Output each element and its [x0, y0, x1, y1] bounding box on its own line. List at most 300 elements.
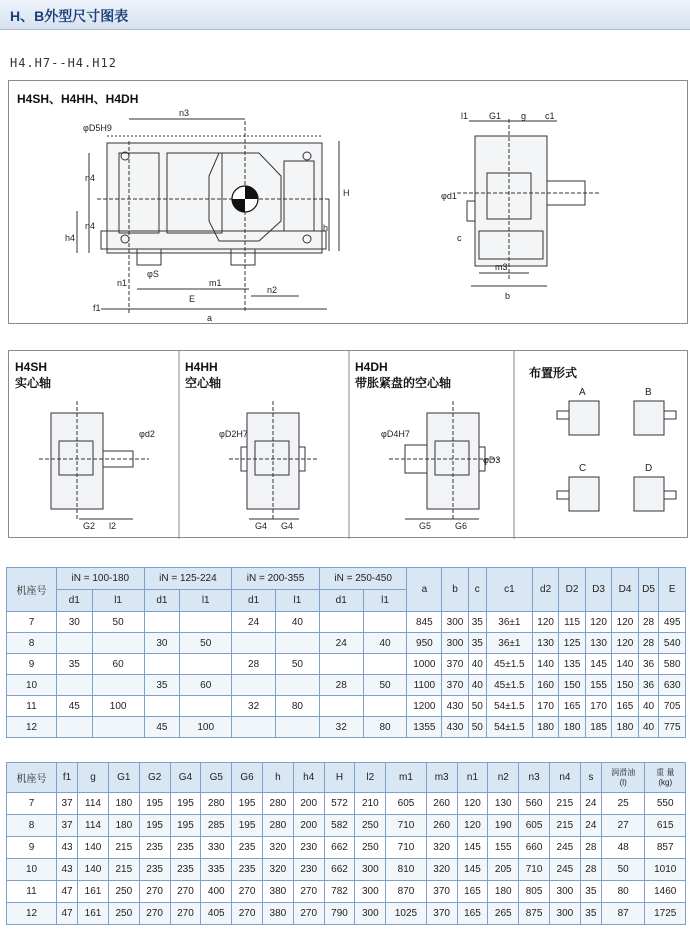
table-cell: 37: [57, 793, 78, 815]
table-cell: 35: [468, 633, 486, 654]
variant-code: H4HH: [185, 360, 218, 374]
table-cell: 145: [457, 837, 488, 859]
table-header: f1: [57, 763, 78, 793]
table-cell: 582: [324, 815, 355, 837]
table-cell: 47: [57, 881, 78, 903]
table-cell: 215: [549, 815, 580, 837]
table-cell: 215: [108, 859, 139, 881]
table-header: d1: [144, 590, 180, 612]
table-header: iN = 250-450: [319, 568, 407, 590]
table-cell: 165: [457, 881, 488, 903]
table-cell: 270: [293, 881, 324, 903]
header-line: (kg): [658, 777, 673, 787]
table-cell: 155: [488, 837, 519, 859]
table-header: G2: [139, 763, 170, 793]
layout-label: D: [645, 463, 653, 474]
table-header: d2: [532, 568, 558, 612]
table-cell: 115: [559, 612, 585, 633]
table-header: g: [78, 763, 109, 793]
table-cell: 300: [355, 881, 386, 903]
table-cell: 120: [457, 793, 488, 815]
table-cell: [144, 696, 180, 717]
table-row: [7, 815, 686, 837]
table-cell: 230: [293, 837, 324, 859]
table-cell: 250: [355, 815, 386, 837]
table-cell: 550: [645, 793, 686, 815]
table-cell: 662: [324, 837, 355, 859]
frame-size-cell: 9: [7, 837, 57, 859]
table-cell: 35: [57, 654, 93, 675]
table-header: G5: [201, 763, 232, 793]
table-cell: [57, 675, 93, 696]
table-header: l1: [92, 590, 144, 612]
table-header: l1: [180, 590, 232, 612]
table-cell: 370: [442, 654, 468, 675]
table-cell: 235: [170, 837, 201, 859]
table-cell: 80: [276, 696, 320, 717]
header-line: (l): [619, 777, 627, 787]
main-drawing-svg: [9, 81, 689, 325]
table-cell: 615: [645, 815, 686, 837]
table-cell: [92, 717, 144, 738]
table-cell: 32: [319, 717, 363, 738]
table-cell: 114: [78, 815, 109, 837]
table-cell: 140: [78, 859, 109, 881]
table-cell: 572: [324, 793, 355, 815]
table-cell: 28: [638, 612, 659, 633]
table-cell: 161: [78, 903, 109, 925]
table-header: D5: [638, 568, 659, 612]
table-cell: 180: [108, 793, 139, 815]
table-cell: [276, 633, 320, 654]
table-cell: 270: [232, 881, 263, 903]
table-cell: 710: [519, 859, 550, 881]
table-row: [7, 903, 686, 925]
table-cell: 782: [324, 881, 355, 903]
frame-size-cell: 10: [7, 675, 57, 696]
table-cell: 120: [457, 815, 488, 837]
table-cell: 60: [180, 675, 232, 696]
dim-label: h: [323, 223, 329, 233]
dim-label: φd1: [441, 191, 457, 201]
dim-label: G2: [83, 521, 96, 531]
table-cell: 140: [612, 654, 638, 675]
table-cell: 1025: [386, 903, 427, 925]
table-cell: 320: [426, 859, 457, 881]
table-cell: 875: [519, 903, 550, 925]
table-cell: 330: [201, 837, 232, 859]
table-cell: 662: [324, 859, 355, 881]
table-cell: 235: [170, 859, 201, 881]
table-cell: 270: [293, 903, 324, 925]
table-row: [7, 793, 686, 815]
frame-size-cell: 9: [7, 654, 57, 675]
table-cell: 660: [519, 837, 550, 859]
table-header: l1: [363, 590, 407, 612]
table-cell: 605: [519, 815, 550, 837]
table-cell: 370: [426, 881, 457, 903]
table-cell: 36±1: [486, 633, 532, 654]
variant-name: 实心轴: [15, 376, 52, 390]
layout-label: A: [579, 387, 586, 398]
main-drawing-label: H4SH、H4HH、H4DH: [17, 92, 139, 106]
table-cell: 270: [139, 903, 170, 925]
table-cell: 805: [519, 881, 550, 903]
table-header: m3: [426, 763, 457, 793]
table-header: iN = 100-180: [57, 568, 145, 590]
table-cell: 40: [638, 717, 659, 738]
table-cell: 270: [170, 881, 201, 903]
table-cell: 280: [201, 793, 232, 815]
table-cell: 1460: [645, 881, 686, 903]
series-label: H4.H7--H4.H12: [10, 56, 117, 70]
table-cell: 170: [585, 696, 611, 717]
table-header: b: [442, 568, 468, 612]
table-cell: 195: [139, 793, 170, 815]
table-cell: [363, 696, 407, 717]
layout-label: B: [645, 387, 652, 398]
table-cell: 100: [92, 696, 144, 717]
dim-label: G4: [255, 521, 268, 531]
variant-code: H4SH: [15, 360, 48, 374]
table-cell: 280: [262, 793, 293, 815]
table-cell: 160: [532, 675, 558, 696]
table-cell: 50: [180, 633, 232, 654]
table-cell: 270: [170, 903, 201, 925]
table-cell: 300: [442, 633, 468, 654]
dim-label: φD4H7: [381, 429, 410, 439]
frame-size-cell: 12: [7, 717, 57, 738]
table-cell: 540: [659, 633, 686, 654]
table-header: d1: [319, 590, 363, 612]
table-cell: [232, 717, 276, 738]
table-cell: 35: [144, 675, 180, 696]
table-cell: 1100: [407, 675, 442, 696]
table-cell: 48: [601, 837, 645, 859]
table-cell: 43: [57, 859, 78, 881]
front-view-housing: [107, 143, 322, 253]
table-cell: 300: [355, 903, 386, 925]
table-cell: 50: [363, 675, 407, 696]
table-cell: 35: [580, 903, 601, 925]
dim-label: n2: [267, 285, 278, 295]
dim-label: m3: [495, 262, 508, 272]
table-cell: 250: [108, 903, 139, 925]
spec-table-1: [6, 567, 686, 738]
table-cell: 270: [232, 903, 263, 925]
table-cell: [92, 633, 144, 654]
table-cell: 195: [139, 815, 170, 837]
dim-label: G4: [281, 521, 294, 531]
dim-label: g: [521, 111, 527, 121]
frame-size-cell: 10: [7, 859, 57, 881]
side-view-housing: [475, 136, 547, 266]
dim-label: G6: [455, 521, 468, 531]
dim-label: f1: [93, 303, 101, 313]
table-cell: 100: [180, 717, 232, 738]
table-cell: [144, 654, 180, 675]
table-cell: 150: [559, 675, 585, 696]
table-cell: 790: [324, 903, 355, 925]
weight-header: [645, 763, 686, 793]
table-row: [7, 696, 686, 717]
table-cell: 810: [386, 859, 427, 881]
table-cell: 857: [645, 837, 686, 859]
table-cell: 250: [108, 881, 139, 903]
layout-a-drawing: [569, 401, 599, 435]
table-cell: 60: [92, 654, 144, 675]
table-cell: 114: [78, 793, 109, 815]
spec-table-2: [6, 762, 686, 925]
table-cell: 36: [638, 675, 659, 696]
table-cell: 495: [659, 612, 686, 633]
table-cell: 27: [601, 815, 645, 837]
table-cell: 580: [659, 654, 686, 675]
table-header: l1: [276, 590, 320, 612]
table-cell: 165: [612, 696, 638, 717]
table-row: [7, 675, 686, 696]
table-header: n1: [457, 763, 488, 793]
dim-label: G1: [489, 111, 502, 121]
dim-label: m1: [209, 278, 222, 288]
table-cell: 190: [488, 815, 519, 837]
dim-label: G5: [419, 521, 432, 531]
table-cell: 1010: [645, 859, 686, 881]
table-header: G4: [170, 763, 201, 793]
table-cell: 24: [580, 815, 601, 837]
table-cell: [363, 654, 407, 675]
table-header: d1: [232, 590, 276, 612]
table-cell: 47: [57, 903, 78, 925]
table-header: D4: [612, 568, 638, 612]
table-cell: 205: [488, 859, 519, 881]
table-cell: 54±1.5: [486, 696, 532, 717]
table-cell: 320: [426, 837, 457, 859]
table-cell: 40: [468, 654, 486, 675]
table-cell: [232, 633, 276, 654]
table-cell: 45±1.5: [486, 675, 532, 696]
table-row: [7, 837, 686, 859]
table-row: [7, 881, 686, 903]
table-cell: [276, 717, 320, 738]
table-cell: 200: [293, 793, 324, 815]
table-cell: 180: [108, 815, 139, 837]
table-cell: 180: [532, 717, 558, 738]
table-cell: 320: [262, 859, 293, 881]
table-header: h: [262, 763, 293, 793]
variant-name: 空心轴: [185, 376, 222, 390]
table-cell: [363, 612, 407, 633]
spec-table-2-body: [7, 793, 686, 925]
table-cell: 1725: [645, 903, 686, 925]
frame-size-cell: 12: [7, 903, 57, 925]
table-header: 机座号: [7, 763, 57, 793]
layout-c-drawing: [569, 477, 599, 511]
table-cell: 150: [612, 675, 638, 696]
variants-svg: [9, 351, 689, 539]
dim-label: a: [207, 313, 213, 323]
layout-d-drawing: [634, 477, 664, 511]
table-cell: [319, 696, 363, 717]
table-cell: 50: [601, 859, 645, 881]
table-cell: 845: [407, 612, 442, 633]
table-cell: 210: [355, 793, 386, 815]
table-cell: 630: [659, 675, 686, 696]
table-cell: 25: [601, 793, 645, 815]
table-cell: 605: [386, 793, 427, 815]
table-header: n2: [488, 763, 519, 793]
table-header: G1: [108, 763, 139, 793]
table-cell: 180: [559, 717, 585, 738]
table-cell: 705: [659, 696, 686, 717]
table-cell: 80: [363, 717, 407, 738]
table-cell: 145: [585, 654, 611, 675]
frame-size-cell: 7: [7, 793, 57, 815]
dim-label: n4: [85, 173, 96, 183]
header-line: 重 量: [656, 767, 675, 777]
dim-label: φD3: [483, 455, 501, 465]
table-cell: 180: [612, 717, 638, 738]
table-cell: [319, 654, 363, 675]
table-cell: 140: [532, 654, 558, 675]
table-cell: 185: [585, 717, 611, 738]
table-cell: 260: [426, 815, 457, 837]
table-cell: 775: [659, 717, 686, 738]
table-cell: [180, 612, 232, 633]
table-cell: 200: [293, 815, 324, 837]
table-cell: 155: [585, 675, 611, 696]
table-cell: 35: [468, 612, 486, 633]
table-row: [7, 654, 686, 675]
frame-size-cell: 7: [7, 612, 57, 633]
table-cell: 215: [108, 837, 139, 859]
table-cell: 320: [262, 837, 293, 859]
variant-name: 带胀紧盘的空心轴: [355, 376, 452, 390]
table-cell: 170: [532, 696, 558, 717]
table-cell: 1200: [407, 696, 442, 717]
table-cell: 710: [386, 837, 427, 859]
table-cell: 270: [139, 881, 170, 903]
dim-label: H: [343, 188, 350, 198]
spec-table-1-body: [7, 612, 686, 738]
table-header: D3: [585, 568, 611, 612]
table-cell: 870: [386, 881, 427, 903]
table-cell: 45: [57, 696, 93, 717]
table-cell: 180: [488, 881, 519, 903]
table-cell: 380: [262, 903, 293, 925]
frame-size-cell: 11: [7, 696, 57, 717]
table-header: G6: [232, 763, 263, 793]
table-cell: 300: [549, 881, 580, 903]
table-header: h4: [293, 763, 324, 793]
dim-label: φD2H7: [219, 429, 248, 439]
table-cell: 36: [638, 654, 659, 675]
dim-label: n1: [117, 278, 128, 288]
table-cell: 35: [580, 881, 601, 903]
table-cell: 380: [262, 881, 293, 903]
table-header: l2: [355, 763, 386, 793]
dim-label: φS: [147, 269, 159, 279]
table-header: H: [324, 763, 355, 793]
table-cell: 30: [57, 612, 93, 633]
table-cell: 125: [559, 633, 585, 654]
table-cell: 40: [468, 675, 486, 696]
variants-panel: [8, 350, 688, 538]
table-cell: 140: [78, 837, 109, 859]
layout-b-drawing: [634, 401, 664, 435]
table-cell: 280: [262, 815, 293, 837]
table-cell: 43: [57, 837, 78, 859]
frame-size-cell: 8: [7, 815, 57, 837]
table-cell: 40: [638, 696, 659, 717]
table-cell: [180, 654, 232, 675]
table-cell: 405: [201, 903, 232, 925]
table-cell: 120: [612, 612, 638, 633]
table-cell: 710: [386, 815, 427, 837]
table-cell: 245: [549, 859, 580, 881]
table-cell: 28: [319, 675, 363, 696]
table-cell: 285: [201, 815, 232, 837]
table-cell: 80: [601, 881, 645, 903]
table-cell: 370: [426, 903, 457, 925]
table-cell: 28: [580, 837, 601, 859]
table-cell: 950: [407, 633, 442, 654]
table-cell: 430: [442, 717, 468, 738]
dim-label: h4: [65, 233, 76, 243]
side-view-shaft-stub: [467, 201, 475, 221]
table-row: [7, 612, 686, 633]
table-cell: 195: [170, 815, 201, 837]
table-cell: 215: [549, 793, 580, 815]
table-cell: 120: [532, 612, 558, 633]
table-cell: [57, 717, 93, 738]
table-header: m1: [386, 763, 427, 793]
table-cell: 560: [519, 793, 550, 815]
table-cell: 195: [170, 793, 201, 815]
table-cell: 50: [468, 696, 486, 717]
table-cell: 250: [355, 837, 386, 859]
table-header: s: [580, 763, 601, 793]
table-cell: [57, 633, 93, 654]
table-cell: 1355: [407, 717, 442, 738]
table-cell: 335: [201, 859, 232, 881]
table-cell: 161: [78, 881, 109, 903]
table-cell: 50: [468, 717, 486, 738]
table-cell: 45: [144, 717, 180, 738]
table-cell: 260: [426, 793, 457, 815]
table-cell: 24: [232, 612, 276, 633]
table-cell: 28: [580, 859, 601, 881]
table-cell: 300: [442, 612, 468, 633]
table-cell: 87: [601, 903, 645, 925]
table-header: d1: [57, 590, 93, 612]
table-cell: 245: [549, 837, 580, 859]
frame-size-cell: 11: [7, 881, 57, 903]
table-cell: 1000: [407, 654, 442, 675]
table-header: n4: [549, 763, 580, 793]
frame-size-cell: 8: [7, 633, 57, 654]
table-cell: 400: [201, 881, 232, 903]
table-header: 机座号: [7, 568, 57, 612]
table-cell: 195: [232, 793, 263, 815]
table-cell: 40: [276, 612, 320, 633]
table-cell: 50: [92, 612, 144, 633]
table-cell: 300: [355, 859, 386, 881]
page-title: H、B外型尺寸图表: [10, 8, 129, 24]
dim-label: n4: [85, 221, 96, 231]
table-cell: 24: [319, 633, 363, 654]
table-cell: 235: [232, 837, 263, 859]
